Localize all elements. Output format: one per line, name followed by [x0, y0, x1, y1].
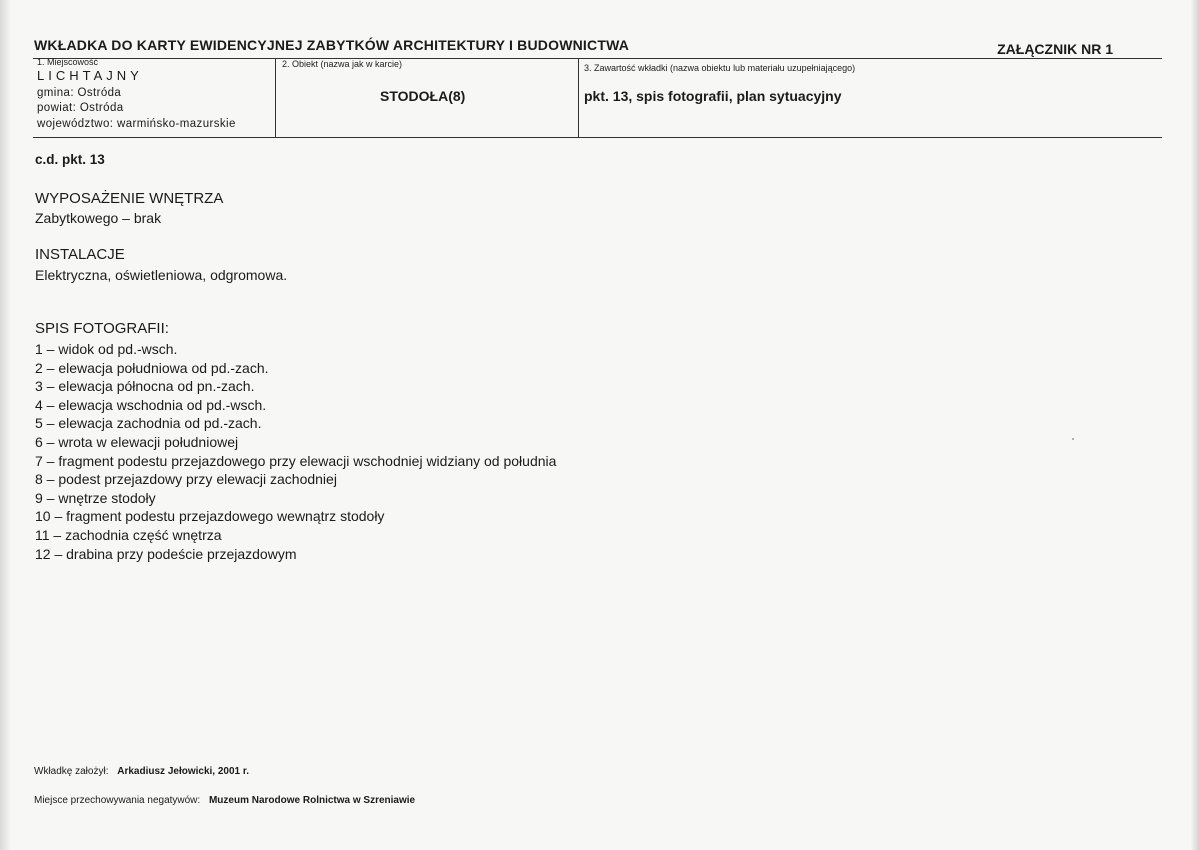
author-line — [34, 766, 249, 777]
storage-value: Muzeum Narodowe Rolnictwa w Szreniawie — [208, 795, 416, 806]
list-item: 10 – fragment podestu przejazdowego wewnątrz stodoły — [35, 508, 385, 525]
paper-edge-left — [0, 0, 10, 850]
locality-name: LICHTAJNY — [37, 68, 143, 83]
installations-text: Elektryczna, oświetleniowa, odgromowa. — [35, 267, 288, 283]
interior-text: Zabytkowego – brak — [35, 210, 162, 226]
author-value: Arkadiusz Jełowicki, 2001 r. — [117, 766, 249, 777]
column-divider-2 — [578, 58, 579, 137]
table-top-rule — [33, 58, 1162, 59]
list-item: 9 – wnętrze stodoły — [35, 489, 156, 506]
photos-heading: SPIS FOTOGRAFII: — [35, 320, 169, 337]
list-item: 8 – podest przejazdowy przy elewacji zachodniej — [35, 471, 337, 488]
list-item: 5 – elewacja zachodnia od pd.-zach. — [35, 415, 262, 432]
interior-heading: WYPOSAŻENIE WNĘTRZA — [35, 190, 224, 207]
list-item: 1 – widok od pd.-wsch. — [35, 341, 178, 357]
paper-speck — [1072, 438, 1074, 440]
attachment-number: ZAŁĄCZNIK NR 1 — [997, 41, 1113, 57]
installations-heading: INSTALACJE — [35, 246, 125, 263]
object-label: 2. Obiekt (nazwa jak w karcie) — [282, 59, 403, 69]
list-item: 7 – fragment podestu przejazdowego przy elewacji wschodniej widziany od południa — [35, 452, 557, 469]
list-item: 2 – elewacja południowa od pd.-zach. — [35, 359, 269, 376]
table-bottom-rule — [33, 137, 1162, 138]
list-item: 12 – drabina przy podeście przejazdowym — [35, 545, 297, 562]
list-item: 4 – elewacja wschodnia od pd.-wsch. — [35, 396, 267, 413]
list-item: 6 – wrota w elewacji południowej — [35, 433, 239, 450]
storage-label: Miejsce przechowywania negatywów: — [34, 795, 201, 806]
list-item: 3 – elewacja północna od pn.-zach. — [35, 378, 255, 395]
content-label: 3. Zawartość wkładki (nazwa obiektu lub materiału uzupełniającego) — [584, 63, 856, 73]
column-divider-1 — [275, 58, 276, 137]
voivodeship-line: województwo: warmińsko-mazurskie — [37, 118, 236, 130]
continuation-note: c.d. pkt. 13 — [35, 152, 105, 167]
gmina-line: gmina: Ostróda — [37, 87, 122, 99]
object-name: STODOŁA(8) — [380, 88, 466, 104]
list-item: 11 – zachodnia część wnętrza — [35, 526, 222, 543]
locality-label: 1. Miejscowość — [37, 57, 99, 67]
powiat-line: powiat: Ostróda — [37, 102, 124, 114]
storage-line — [34, 795, 415, 806]
author-label: Wkładkę założył: — [34, 766, 109, 777]
document-title: WKŁADKA DO KARTY EWIDENCYJNEJ ZABYTKÓW ARCHITEKTURY I BUDOWNICTWA — [34, 37, 630, 53]
paper-edge-right — [1191, 0, 1199, 850]
photo-list — [35, 340, 556, 563]
content-name: pkt. 13, spis fotografii, plan sytuacyjny — [584, 88, 842, 104]
